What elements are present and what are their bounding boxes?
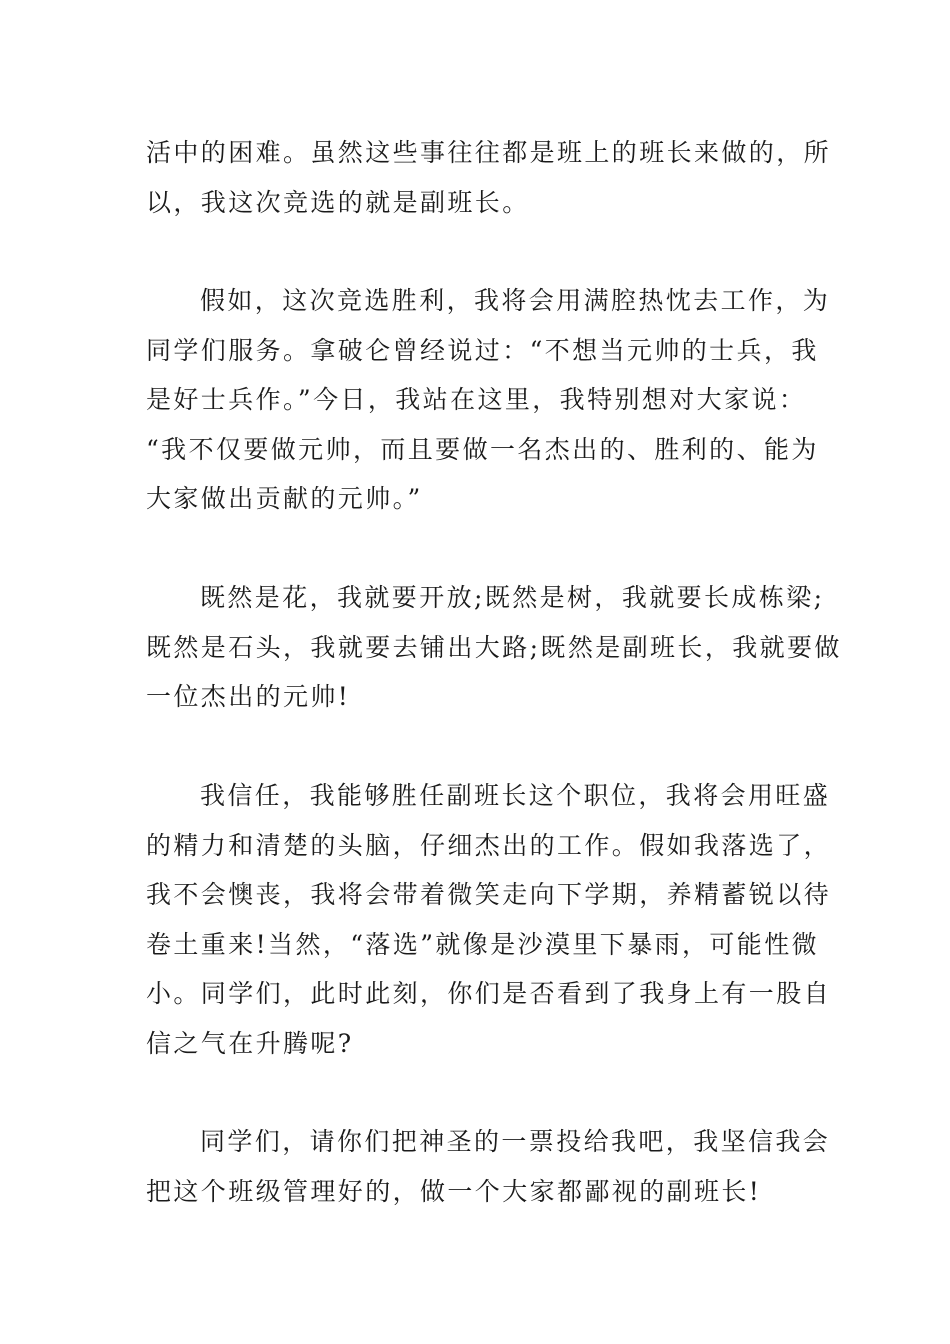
paragraph-2 bbox=[146, 276, 831, 524]
text-line: 小。同学们，此时此刻，你们是否看到了我身上有一股自 bbox=[146, 979, 832, 1008]
text-line: 卷土重来!当然，“落选”就像是沙漠里下暴雨，可能性微 bbox=[146, 929, 820, 959]
text-line: 同学们服务。拿破仑曾经说过：“不想当元帅的士兵，我 bbox=[146, 335, 819, 365]
text-line: 把这个班级管理好的，做一个大家都鄙视的副班长! bbox=[146, 1176, 762, 1206]
paragraph-4 bbox=[146, 771, 832, 1068]
text-line: 一位杰出的元帅! bbox=[146, 682, 351, 711]
text-line: 我不会懊丧，我将会带着微笑走向下学期，养精蓄锐以待 bbox=[146, 880, 832, 909]
text-line: 我信任，我能够胜任副班长这个职位，我将会用旺盛 bbox=[200, 781, 831, 810]
text-line: 既然是石头，我就要去铺出大路;既然是副班长，我就要做 bbox=[146, 632, 842, 662]
text-line: 大家做出贡献的元帅。” bbox=[146, 484, 423, 513]
text-line: 的精力和清楚的头脑，仔细杰出的工作。假如我落选了， bbox=[146, 830, 832, 860]
paragraph-1 bbox=[146, 128, 832, 227]
text-line: 以，我这次竞选的就是副班长。 bbox=[146, 187, 530, 217]
text-line: 信之气在升腾呢? bbox=[146, 1028, 354, 1058]
text-line: 活中的困难。虽然这些事往往都是班上的班长来做的，所 bbox=[146, 138, 832, 167]
text-line: 假如，这次竞选胜利，我将会用满腔热忱去工作，为 bbox=[200, 286, 831, 315]
text-line: 是好士兵作。”今日，我站在这里，我特别想对大家说： bbox=[146, 385, 807, 414]
text-line: 既然是花，我就要开放;既然是树，我就要长成栋梁; bbox=[200, 583, 825, 612]
paragraph-3 bbox=[146, 573, 842, 722]
text-line: 同学们，请你们把神圣的一票投给我吧，我坚信我会 bbox=[200, 1127, 831, 1156]
paragraph-5 bbox=[146, 1117, 831, 1216]
text-line: “我不仅要做元帅，而且要做一名杰出的、胜利的、能为 bbox=[146, 434, 819, 464]
